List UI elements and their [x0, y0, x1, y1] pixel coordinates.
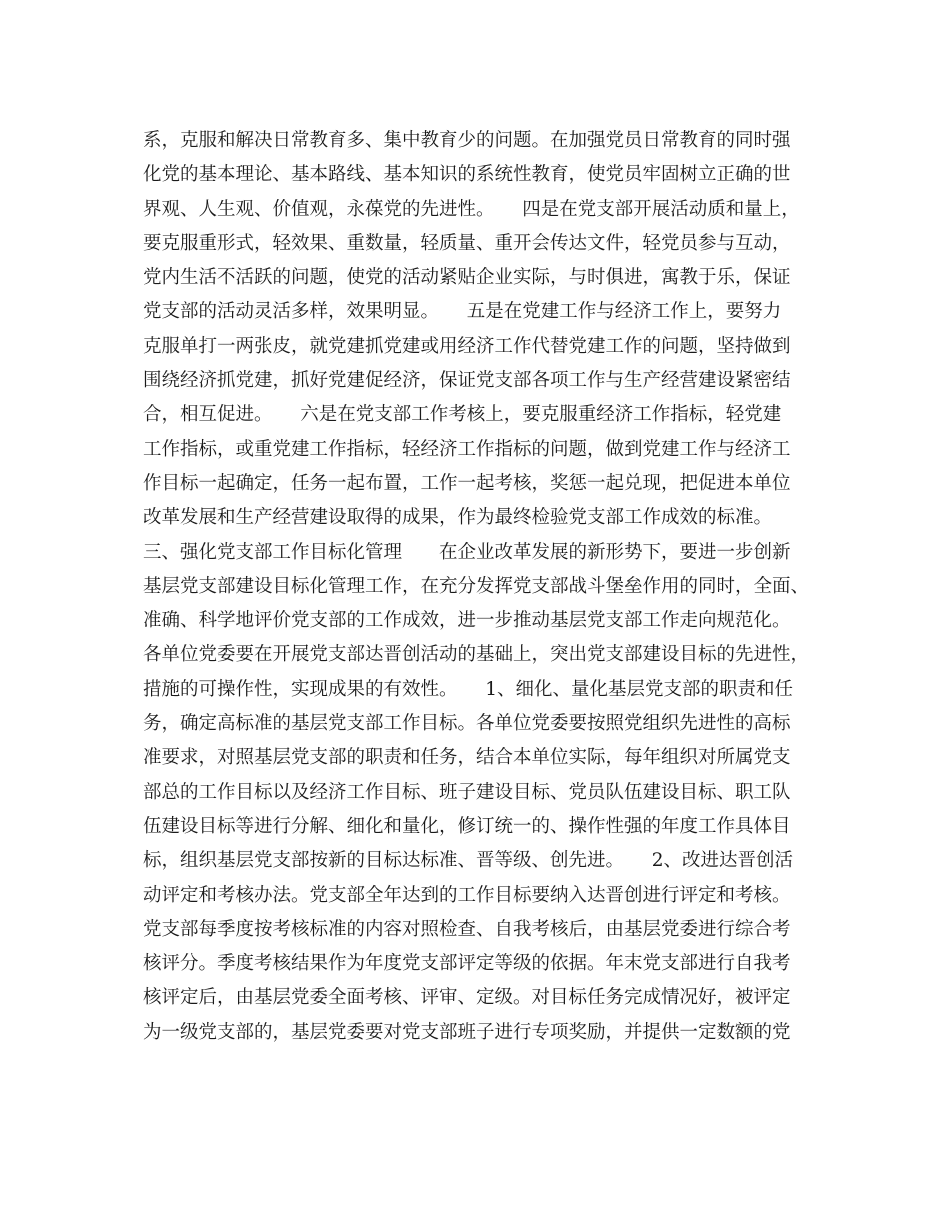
text-line: 合，相互促进。 六是在党支部工作考核上，要克服重经济工作指标，轻党建 — [143, 404, 782, 426]
section-heading-line: 三、强化党支部工作目标化管理 在企业改革发展的新形势下，要进一步创新 — [143, 541, 791, 563]
body-text — [143, 124, 823, 1050]
text-line: 标，组织基层党支部按新的目标达标准、晋等级、创先进。 2、改进达晋创活 — [143, 850, 794, 872]
text-line: 改革发展和生产经营建设取得的成果，作为最终检验党支部工作成效的标准。 — [143, 507, 773, 529]
text-line: 党支部的活动灵活多样，效果明显。 五是在党建工作与经济工作上，要努力 — [143, 301, 782, 323]
text-line: 各单位党委要在开展党支部达晋创活动的基础上，突出党支部建设目标的先进性， — [143, 644, 810, 666]
text-line: 化党的基本理论、基本路线、基本知识的系统性教育，使党员牢固树立正确的世 — [143, 164, 791, 186]
text-line: 基层党支部建设目标化管理工作，在充分发挥党支部战斗堡垒作用的同时，全面、 — [143, 575, 810, 597]
text-line: 动评定和考核办法。党支部全年达到的工作目标要纳入达晋创进行评定和考核。 — [143, 884, 791, 906]
text-line: 党支部每季度按考核标准的内容对照检查、自我考核后，由基层党委进行综合考 — [143, 918, 791, 940]
text-line: 工作指标，或重党建工作指标，轻经济工作指标的问题，做到党建工作与经济工 — [143, 438, 791, 460]
text-line: 界观、人生观、价值观，永葆党的先进性。 四是在党支部开展活动质和量上， — [143, 198, 800, 220]
text-line: 伍建设目标等进行分解、细化和量化，修订统一的、操作性强的年度工作具体目 — [143, 815, 791, 837]
text-line: 系，克服和解决日常教育多、集中教育少的问题。在加强党员日常教育的同时强 — [143, 130, 791, 151]
text-line: 措施的可操作性，实现成果的有效性。 1、细化、量化基层党支部的职责和任 — [143, 678, 794, 700]
text-line: 克服单打一两张皮，就党建抓党建或用经济工作代替党建工作的问题，坚持做到 — [143, 335, 791, 357]
text-line: 党内生活不活跃的问题，使党的活动紧贴企业实际，与时俱进，寓教于乐，保证 — [143, 267, 791, 289]
text-line: 围绕经济抓党建，抓好党建促经济，保证党支部各项工作与生产经营建设紧密结 — [143, 370, 791, 392]
text-line: 务，确定高标准的基层党支部工作目标。各单位党委要按照党组织先进性的高标 — [143, 713, 791, 735]
text-line: 要克服重形式，轻效果、重数量，轻质量、重开会传达文件，轻党员参与互动， — [143, 232, 791, 254]
text-line: 核评定后，由基层党委全面考核、评审、定级。对目标任务完成情况好，被评定 — [143, 987, 791, 1009]
text-line: 核评分。季度考核结果作为年度党支部评定等级的依据。年末党支部进行自我考 — [143, 953, 791, 975]
text-line: 准确、科学地评价党支部的工作成效，进一步推动基层党支部工作走向规范化。 — [143, 610, 791, 632]
text-line: 准要求，对照基层党支部的职责和任务，结合本单位实际，每年组织对所属党支 — [143, 747, 791, 769]
text-line: 作目标一起确定，任务一起布置，工作一起考核，奖惩一起兑现，把促进本单位 — [143, 472, 791, 494]
text-line: 为一级党支部的，基层党委要对党支部班子进行专项奖励，并提供一定数额的党 — [143, 1021, 791, 1043]
text-line: 部总的工作目标以及经济工作目标、班子建设目标、党员队伍建设目标、职工队 — [143, 781, 791, 803]
